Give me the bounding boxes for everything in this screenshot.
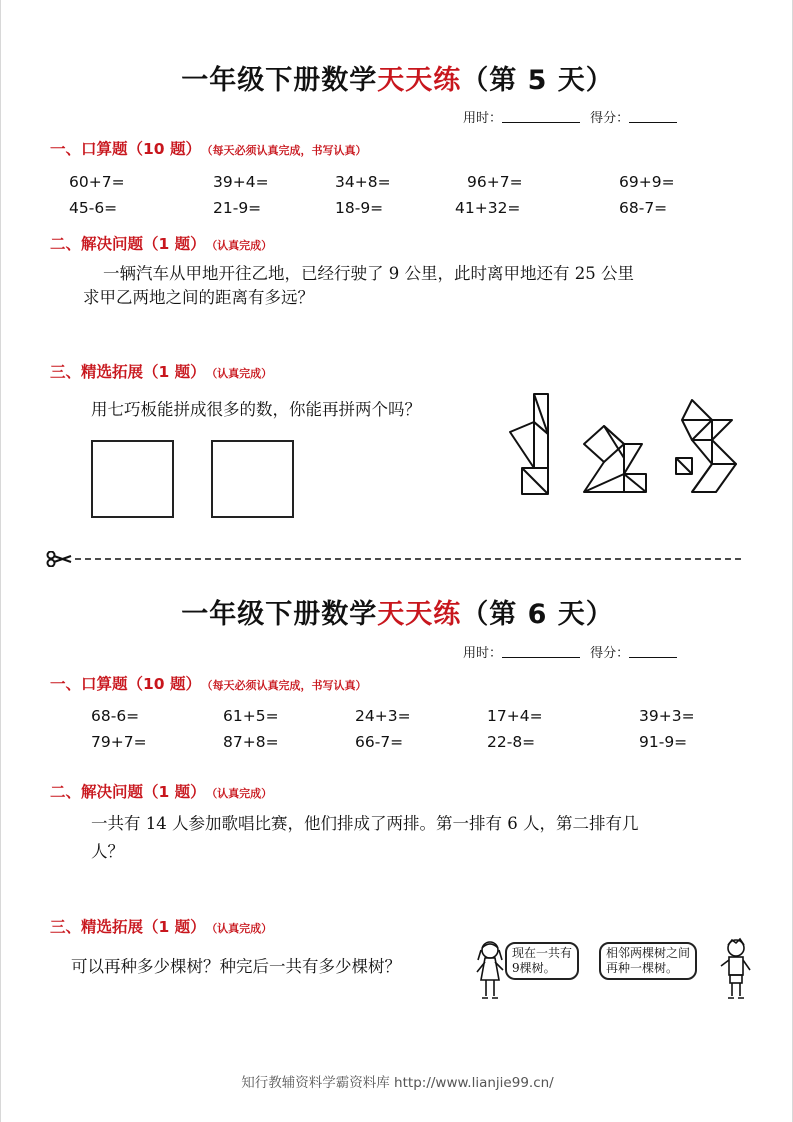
tangram-digit-3-icon <box>676 400 736 492</box>
problem-item: 18-9= <box>335 199 384 217</box>
day6-tree-question: 可以再种多少棵树？种完后一共有多少棵树？ <box>71 957 401 976</box>
day5-section2-heading <box>50 232 272 254</box>
answer-box-1[interactable] <box>91 440 174 518</box>
day5-score-label: 得分： <box>590 111 630 126</box>
speech-bubble-left-line1: 现在一共有 <box>512 946 573 960</box>
day6-section3-title: 三、精选拓展（1 题） <box>50 918 206 936</box>
day6-word-problem-line1: 一共有 14 人参加歌唱比赛，他们排成了两排。第一排有 6 人，第二排有几 <box>91 814 639 833</box>
day5-section1-heading <box>50 137 366 159</box>
day6-time-blank[interactable] <box>502 646 580 658</box>
speech-bubble-left-line2: 9棵树。 <box>512 961 556 975</box>
day6-title-day: （第 6 天） <box>461 599 614 630</box>
day6-score-label: 得分： <box>590 646 630 661</box>
girl-figure-icon <box>473 938 507 1004</box>
day5-section2-note: （认真完成） <box>211 239 273 252</box>
problem-item: 66-7= <box>355 733 404 751</box>
tangram-digit-1-icon <box>510 394 548 494</box>
day5-section1-note: （每天必须认真完成，书写认真） <box>206 144 367 157</box>
problem-row <box>69 173 719 199</box>
day5-section3-note: （认真完成） <box>211 367 273 380</box>
day6-score-blank[interactable] <box>629 646 677 658</box>
problem-row <box>69 733 719 759</box>
footer-watermark: 知行教辅资料学霸资料库 http://www.lianjie99.cn/ <box>241 1075 554 1091</box>
day6-section2-heading <box>50 780 272 802</box>
day6-section3-note: （认真完成） <box>211 922 273 935</box>
day5-title-day: （第 5 天） <box>461 65 614 96</box>
problem-item: 17+4= <box>487 707 543 725</box>
speech-bubble-right <box>599 942 697 980</box>
day5-score-blank[interactable] <box>629 111 677 123</box>
day6-title-main: 一年级下册数学 <box>181 599 378 630</box>
problem-item: 41+32= <box>455 199 521 217</box>
day5-section2-title: 二、解决问题（1 题） <box>50 235 206 253</box>
speech-bubble-left <box>505 942 579 980</box>
problem-item: 39+3= <box>639 707 695 725</box>
day6-section2-note: （认真完成） <box>211 787 273 800</box>
problem-row <box>69 199 719 225</box>
problem-item: 96+7= <box>467 173 523 191</box>
problem-item: 45-6= <box>69 199 118 217</box>
problem-item: 91-9= <box>639 733 688 751</box>
day6-section1-title: 一、口算题（10 题） <box>50 675 201 693</box>
speech-bubble-right-line2: 再种一棵树。 <box>606 961 679 975</box>
day5-time-blank[interactable] <box>502 111 580 123</box>
problem-item: 79+7= <box>91 733 147 751</box>
day6-section3-heading <box>50 915 272 937</box>
tangram-digit-2-icon <box>584 426 646 492</box>
day6-time-label: 用时： <box>463 646 503 661</box>
day5-title <box>1 58 793 97</box>
problem-item: 39+4= <box>213 173 269 191</box>
day5-meta <box>463 107 677 126</box>
day5-section3-heading <box>50 360 272 382</box>
day6-meta <box>463 642 677 661</box>
problem-item: 24+3= <box>355 707 411 725</box>
problem-item: 22-8= <box>487 733 536 751</box>
speech-bubble-right-line1: 相邻两棵树之间 <box>606 946 691 960</box>
day5-section1-title: 一、口算题（10 题） <box>50 140 201 158</box>
day5-word-problem-line1: 一辆汽车从甲地开往乙地，已经行驶了 9 公里，此时离甲地还有 25 公里 <box>103 264 634 283</box>
day6-word-problem-line2: 人？ <box>91 842 124 861</box>
problem-item: 68-6= <box>91 707 140 725</box>
day6-title-red: 天天练 <box>377 599 462 630</box>
day6-title <box>1 592 793 631</box>
tangram-digits-figure <box>506 392 746 502</box>
problem-item: 60+7= <box>69 173 125 191</box>
day5-title-red: 天天练 <box>377 65 462 96</box>
cut-line <box>45 551 745 567</box>
day5-problem-grid <box>69 173 719 225</box>
problem-row <box>69 707 719 733</box>
day5-section3-title: 三、精选拓展（1 题） <box>50 363 206 381</box>
day5-word-problem-line2: 求甲乙两地之间的距离有多远？ <box>83 288 314 307</box>
day5-tangram-question: 用七巧板能拼成很多的数，你能再拼两个吗？ <box>91 400 421 419</box>
problem-item: 69+9= <box>619 173 675 191</box>
day5-time-label: 用时： <box>463 111 503 126</box>
day6-section1-note: （每天必须认真完成，书写认真） <box>206 679 367 692</box>
problem-item: 68-7= <box>619 199 668 217</box>
day6-section2-title: 二、解决问题（1 题） <box>50 783 206 801</box>
boy-figure-icon <box>719 936 753 1004</box>
answer-box-2[interactable] <box>211 440 294 518</box>
day5-title-main: 一年级下册数学 <box>181 65 378 96</box>
problem-item: 87+8= <box>223 733 279 751</box>
problem-item: 61+5= <box>223 707 279 725</box>
day6-section1-heading <box>50 672 366 694</box>
problem-item: 34+8= <box>335 173 391 191</box>
day6-problem-grid <box>69 707 719 759</box>
scissors-icon <box>48 552 72 567</box>
problem-item: 21-9= <box>213 199 262 217</box>
